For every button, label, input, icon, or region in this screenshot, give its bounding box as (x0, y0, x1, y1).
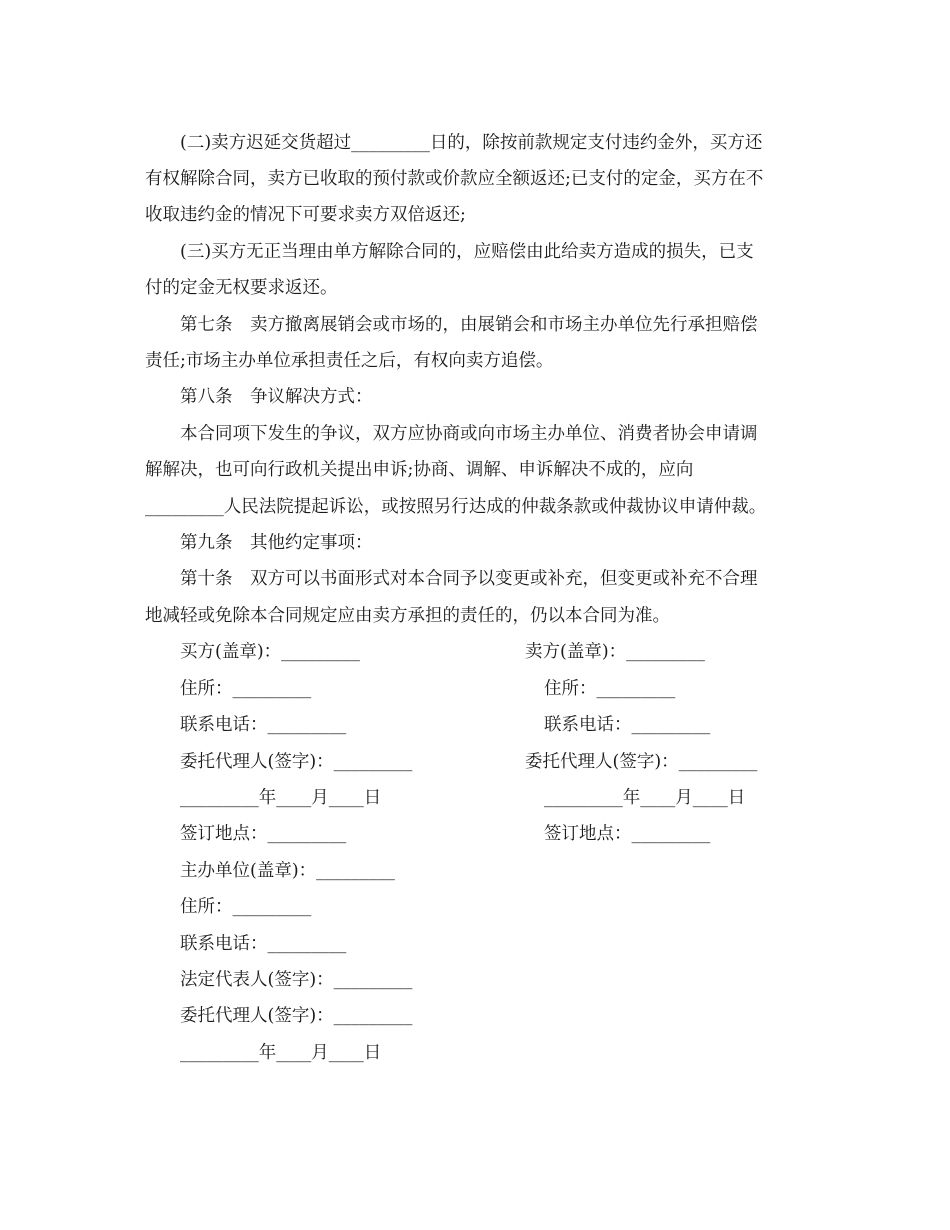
article-8-line-1: 本合同项下发生的争议，双方应协商或向市场主办单位、消费者协会申请调 (180, 424, 758, 444)
buyer-date-field: _________年____月____日 (180, 788, 382, 808)
buyer-seal-field: 买方(盖章)：_________ (180, 642, 360, 662)
article-7-line-1: 第七条 卖方撤离展销会或市场的，由展销会和市场主办单位先行承担赔偿 (180, 315, 758, 335)
organizer-phone-field: 联系电话：_________ (180, 934, 347, 954)
buyer-phone-field: 联系电话：_________ (180, 715, 347, 735)
buyer-agent-field: 委托代理人(签字)：_________ (180, 752, 413, 772)
buyer-address-field: 住所：_________ (180, 679, 312, 699)
seller-seal-field: 卖方(盖章)：_________ (525, 642, 705, 662)
clause-line-3: 收取违约金的情况下可要求卖方双倍返还; (145, 205, 466, 225)
article-8-line-3: _________人民法院提起诉讼，或按照另行达成的仲裁条款或仲裁协议申请仲裁。 (145, 497, 767, 517)
seller-date-field: _________年____月____日 (544, 788, 746, 808)
article-10-line-1: 第十条 双方可以书面形式对本合同予以变更或补充，但变更或补充不合理 (180, 569, 758, 589)
article-10-line-2: 地减轻或免除本合同规定应由卖方承担的责任的，仍以本合同为准。 (145, 606, 670, 626)
organizer-date-field: _________年____月____日 (180, 1043, 382, 1063)
seller-place-field: 签订地点：_________ (544, 824, 711, 844)
clause-line-4: (三)买方无正当理由单方解除合同的，应赔偿由此给卖方造成的损失，已支 (180, 242, 754, 262)
article-7-line-2: 责任;市场主办单位承担责任之后，有权向卖方追偿。 (145, 351, 554, 371)
article-9-heading: 第九条 其他约定事项： (180, 533, 373, 553)
article-8-line-2: 解解决，也可向行政机关提出申诉;协商、调解、申诉解决不成的，应向 (145, 460, 694, 480)
seller-agent-field: 委托代理人(签字)：_________ (525, 752, 758, 772)
organizer-address-field: 住所：_________ (180, 897, 312, 917)
organizer-seal-field: 主办单位(盖章)：_________ (180, 861, 395, 881)
organizer-agent-field: 委托代理人(签字)：_________ (180, 1006, 413, 1026)
clause-line-5: 付的定金无权要求返还。 (145, 278, 338, 298)
buyer-place-field: 签订地点：_________ (180, 824, 347, 844)
article-8-heading: 第八条 争议解决方式： (180, 387, 373, 407)
clause-line-2: 有权解除合同，卖方已收取的预付款或价款应全额返还;已支付的定金，买方在不 (145, 169, 764, 189)
seller-address-field: 住所：_________ (544, 679, 676, 699)
seller-phone-field: 联系电话：_________ (544, 715, 711, 735)
organizer-legal-rep-field: 法定代表人(签字)：_________ (180, 970, 413, 990)
clause-line-1: (二)卖方迟延交货超过_________日的，除按前款规定支付违约金外，买方还 (180, 133, 763, 153)
